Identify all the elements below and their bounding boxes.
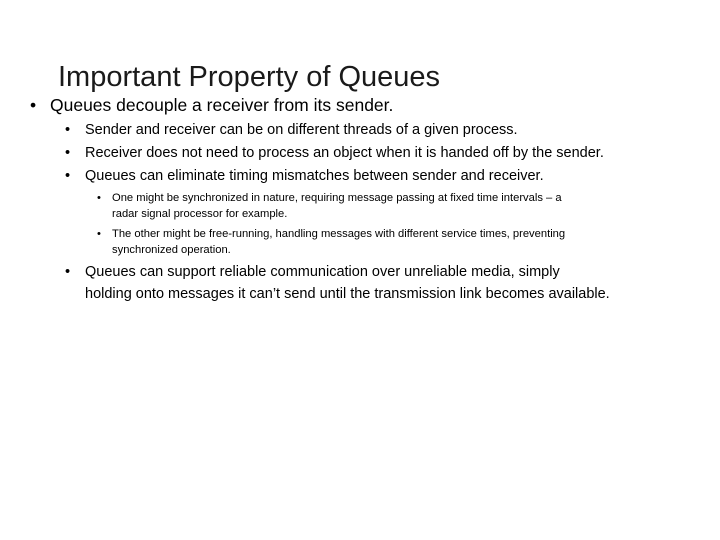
bullet-dot-icon: • (97, 228, 101, 240)
bullet-text: Queues can eliminate timing mismatches between sender and receiver. (85, 168, 544, 184)
bullet-text: Receiver does not need to process an object when it is handed off by the sender. (85, 145, 604, 161)
bullet-text-line: synchronized operation. (112, 244, 231, 256)
bullet-text: Sender and receiver can be on different threads of a given process. (85, 122, 518, 138)
bullet-dot-icon: • (65, 264, 71, 280)
bullet-text-line: radar signal processor for example. (112, 208, 288, 220)
slide-title: Important Property of Queues (58, 61, 441, 93)
bullet-text (112, 190, 562, 222)
bullet-dot-icon: • (65, 122, 71, 138)
bullet-text (112, 226, 565, 258)
bullet-dot-icon: • (97, 192, 101, 204)
bullet-text-line: holding onto messages it can’t send until the transmission link becomes available. (85, 286, 610, 302)
bullet-text: Queues decouple a receiver from its sender. (50, 95, 394, 115)
bullet-dot-icon: • (65, 168, 71, 184)
bullet-text-line: The other might be free-running, handling messages with different service times, preventing (112, 228, 566, 240)
bullet-dot-icon: • (65, 145, 71, 161)
bullet-text-line: Queues can support reliable communication over unreliable media, simply (85, 264, 560, 280)
bullet-dot-icon: • (30, 95, 37, 115)
bullet-text-line: One might be synchronized in nature, requiring message passing at fixed time intervals – a (112, 192, 562, 204)
bullet-text (85, 261, 610, 305)
